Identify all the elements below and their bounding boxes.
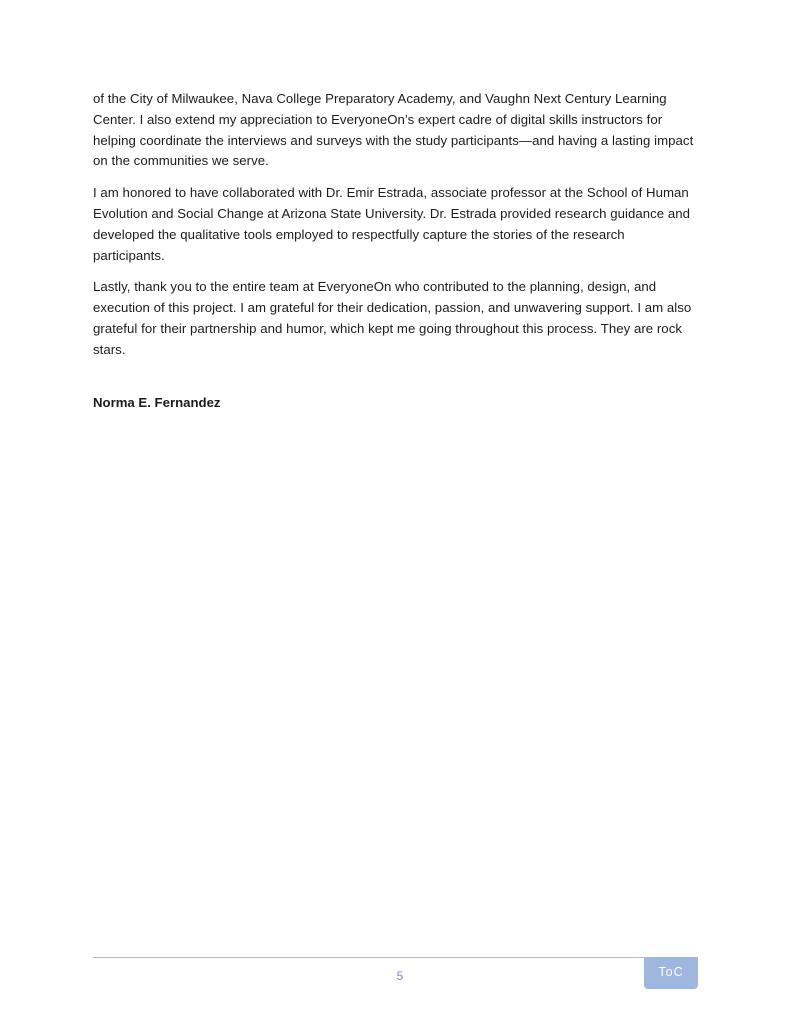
page-number: 5 [396, 969, 404, 983]
signature-name: Norma E. Fernandez [93, 395, 221, 410]
paragraph-acknowledgements-team: Lastly, thank you to the entire team at EveryoneOn who contributed to the planning, design, and execution of this project. I am grateful for their dedication, passion, and unwavering support. I am also grateful for their partnership and humor, which kept me going throughout this process. They are rock stars. [93, 279, 692, 357]
footer-divider [93, 957, 645, 958]
toc-button[interactable]: ToC [644, 957, 698, 989]
body-text [93, 89, 697, 372]
paragraph-acknowledgements-partners: of the City of Milwaukee, Nava College Preparatory Academy, and Vaughn Next Century Learning Center. I also extend my appreciation to EveryoneOn’s expert cadre of digital skills instructors for helping coordinate the interviews and surveys with the study participants—and having a lasting impact on the communities we serve. [93, 91, 694, 169]
paragraph-acknowledgements-researcher: I am honored to have collaborated with Dr. Emir Estrada, associate professor at the School of Human Evolution and Social Change at Arizona State University. Dr. Estrada provided research guidance and developed the qualitative tools employed to respectfully capture the stories of the research participants. [93, 185, 691, 263]
